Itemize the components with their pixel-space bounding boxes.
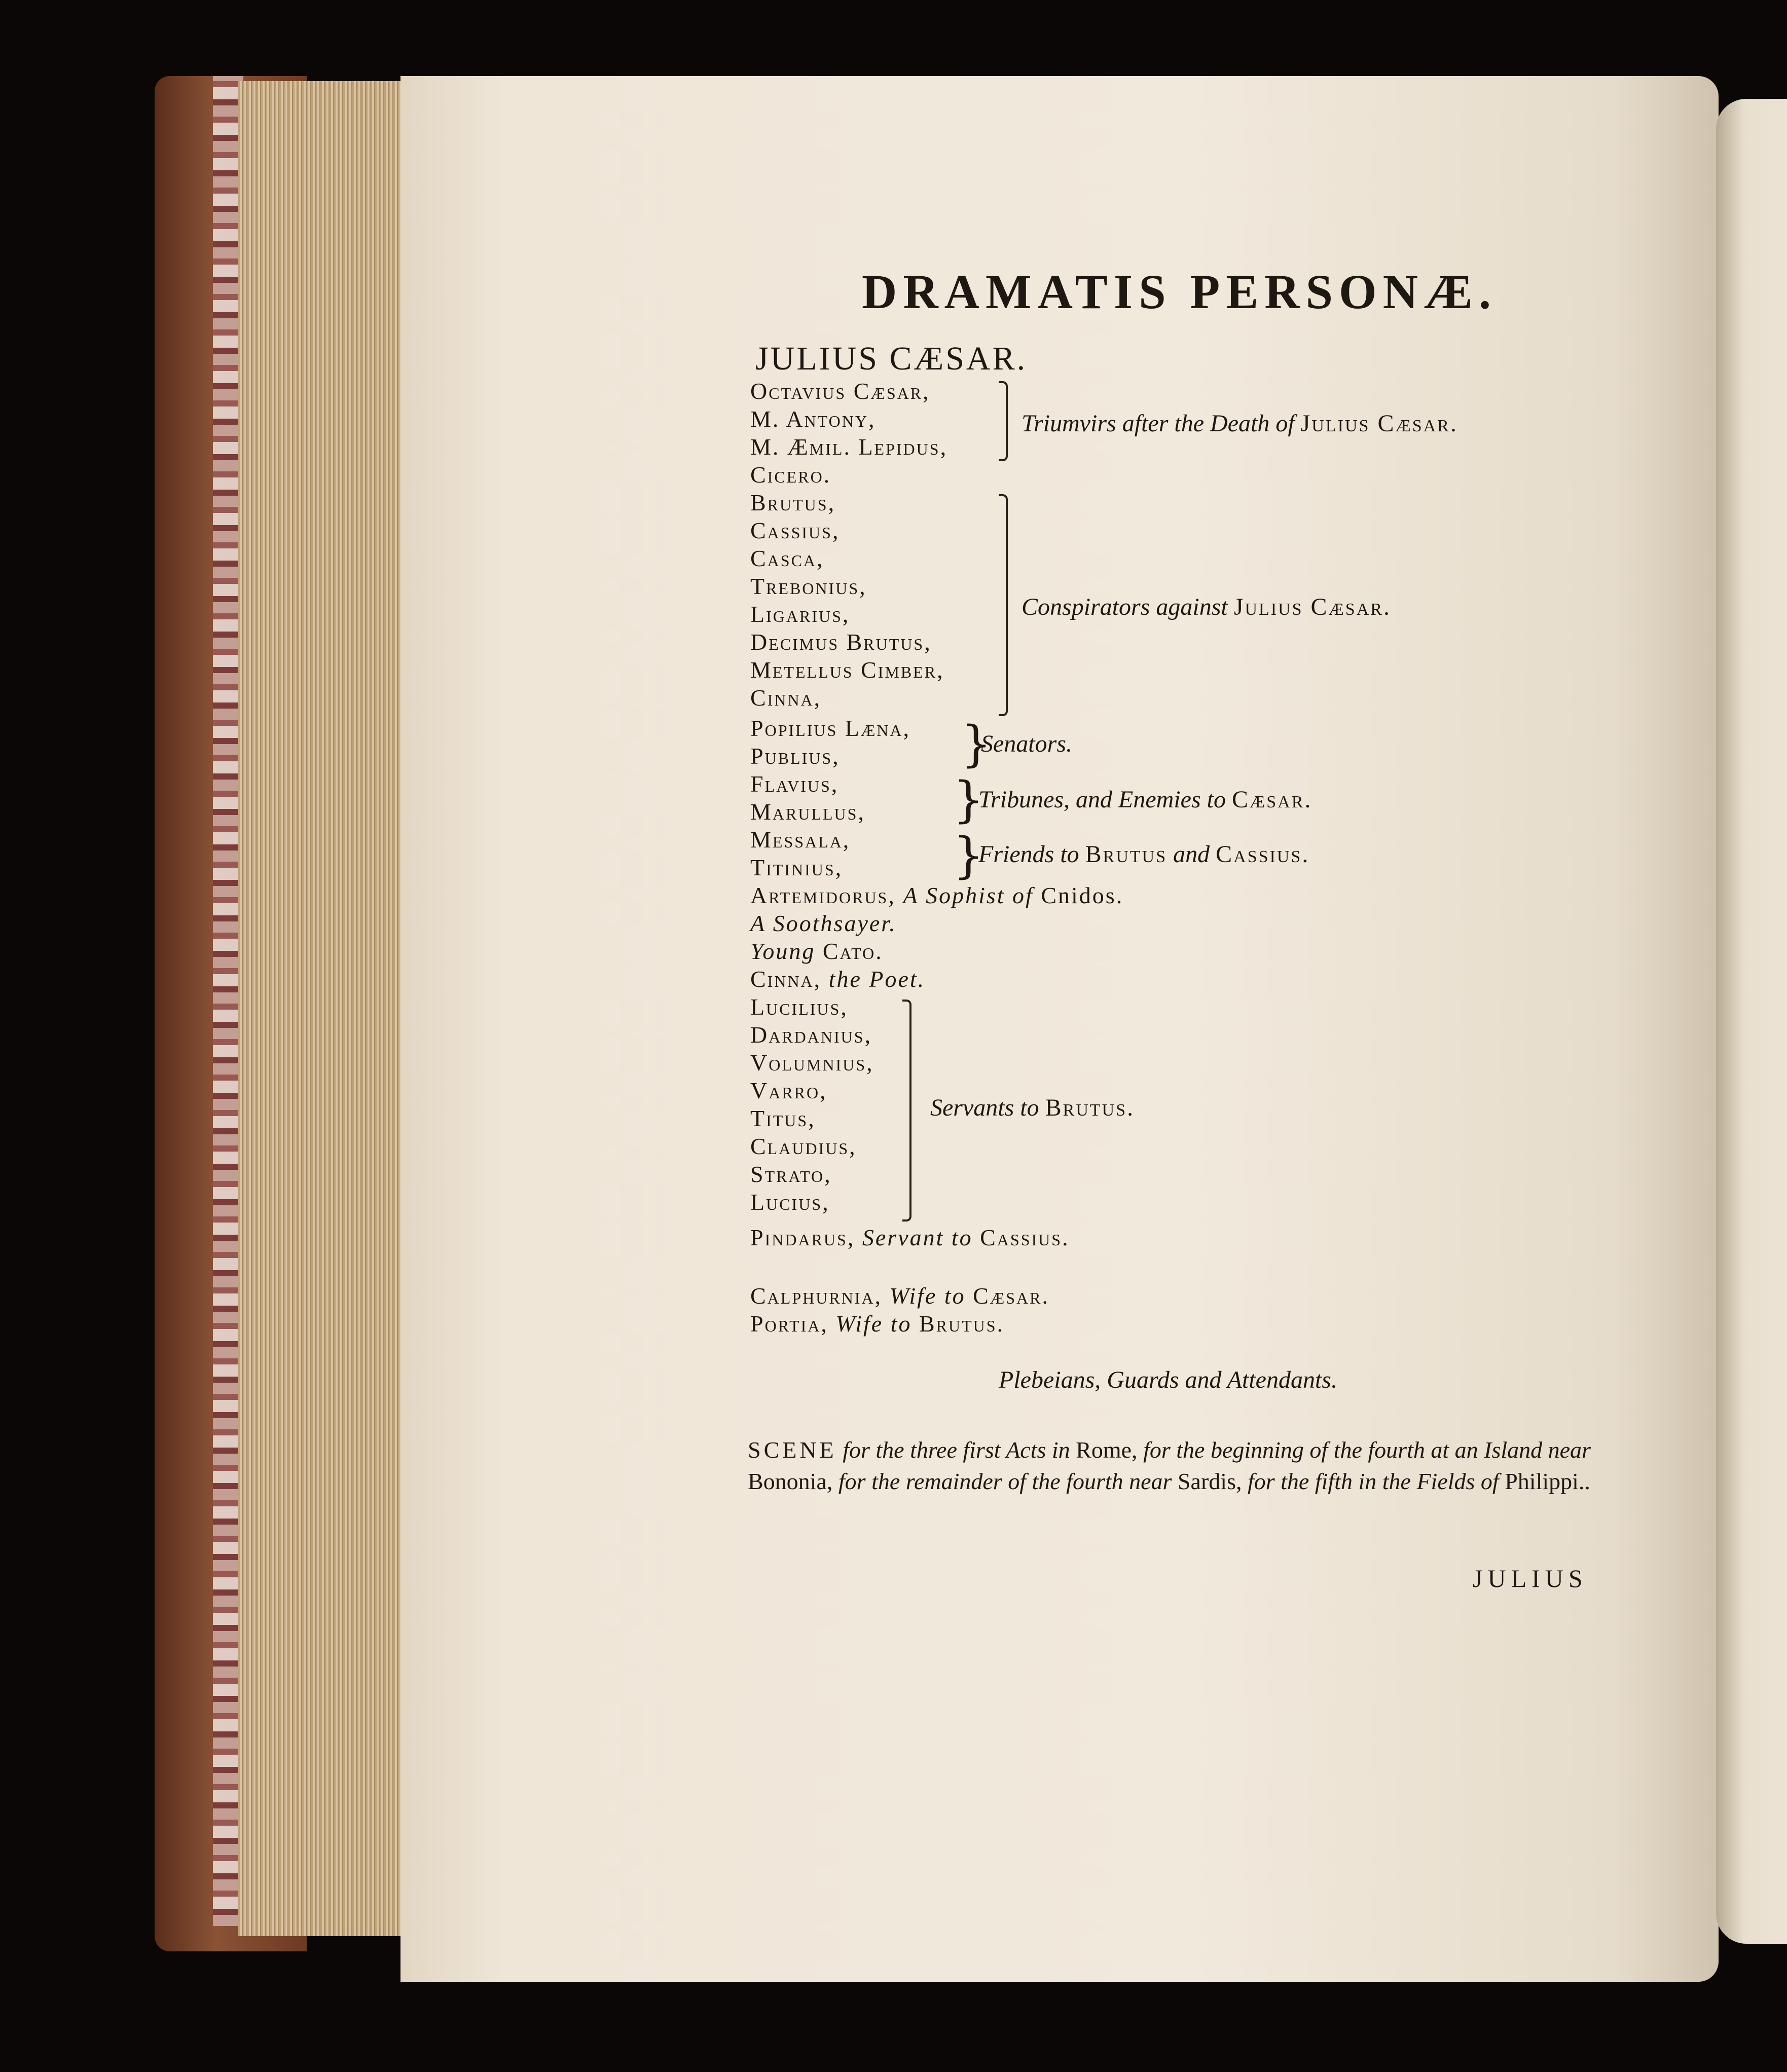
extras-line: Plebeians, Guards and Attendants.	[999, 1366, 1337, 1393]
character-name: Ligarius,	[750, 601, 850, 627]
group-role: Tribunes, and Enemies to Cæsar.	[978, 786, 1312, 813]
character-name: Cassius,	[750, 517, 840, 543]
character-name: A Soothsayer.	[750, 910, 897, 936]
character-name: Marullus,	[750, 799, 865, 825]
page-edges	[238, 81, 406, 1936]
character-name: Strato,	[750, 1161, 832, 1187]
character-name: Flavius,	[750, 771, 839, 797]
character-entry: Young Cato.	[750, 938, 883, 964]
group-role: Servants to Brutus.	[930, 1094, 1135, 1121]
character-name: M. Æmil. Lepidus,	[750, 434, 948, 460]
group-role: Senators.	[981, 730, 1072, 757]
lead-character: JULIUS CÆSAR.	[755, 340, 1028, 377]
character-name: Popilius Læna,	[750, 715, 911, 741]
character-name: Claudius,	[750, 1133, 857, 1159]
group-brace: }	[953, 771, 984, 828]
group-brace	[902, 1000, 911, 1222]
character-entry: Pindarus, Servant to Cassius.	[750, 1225, 1070, 1250]
character-entry: Cinna, the Poet.	[750, 966, 926, 992]
group-role: Friends to Brutus and Cassius.	[978, 841, 1310, 868]
character-name: Decimus Brutus,	[750, 629, 932, 655]
character-name: Publius,	[750, 743, 840, 769]
character-name: Octavius Cæsar,	[750, 378, 930, 404]
page-title: DRAMATIS PERSONÆ.	[862, 265, 1497, 319]
character-name: Varro,	[750, 1078, 827, 1103]
group-brace	[999, 494, 1008, 716]
character-name: Volumnius,	[750, 1050, 874, 1076]
catchword: JULIUS	[1473, 1564, 1588, 1593]
book-page	[400, 76, 1719, 1982]
character-name: Dardanius,	[750, 1022, 872, 1048]
group-role: Triumvirs after the Death of Julius Cæsar.	[1022, 410, 1458, 437]
facing-page-edge	[1716, 99, 1787, 1944]
character-name: Lucilius,	[750, 994, 848, 1020]
character-name: Cicero.	[750, 462, 831, 488]
character-name: Titinius,	[750, 855, 843, 880]
group-role: Conspirators against Julius Cæsar.	[1022, 594, 1391, 620]
character-name: Titus,	[750, 1105, 816, 1131]
character-name: Trebonius,	[750, 573, 867, 599]
character-name: M. Antony,	[750, 406, 876, 432]
character-name: Casca,	[750, 545, 824, 571]
group-brace	[999, 381, 1008, 461]
character-name: Brutus,	[750, 490, 836, 515]
character-name: Metellus Cimber,	[750, 657, 944, 683]
character-name: Lucius,	[750, 1189, 830, 1215]
scene-note: SCENE for the three first Acts in Rome, for the beginning of the fourth at an Island near Bononia, for the remainder of the fourth near Sardis, for the fifth in the Fields of Philippi..	[748, 1437, 1591, 1494]
group-brace: }	[961, 716, 992, 772]
character-name: Cinna,	[750, 685, 822, 711]
character-entry: Portia, Wife to Brutus.	[750, 1311, 1005, 1337]
group-brace: }	[953, 827, 984, 884]
character-entry: Artemidorus, A Sophist of Cnidos.	[750, 882, 1124, 908]
character-name: Messala,	[750, 827, 851, 853]
character-entry: Calphurnia, Wife to Cæsar.	[750, 1283, 1050, 1309]
